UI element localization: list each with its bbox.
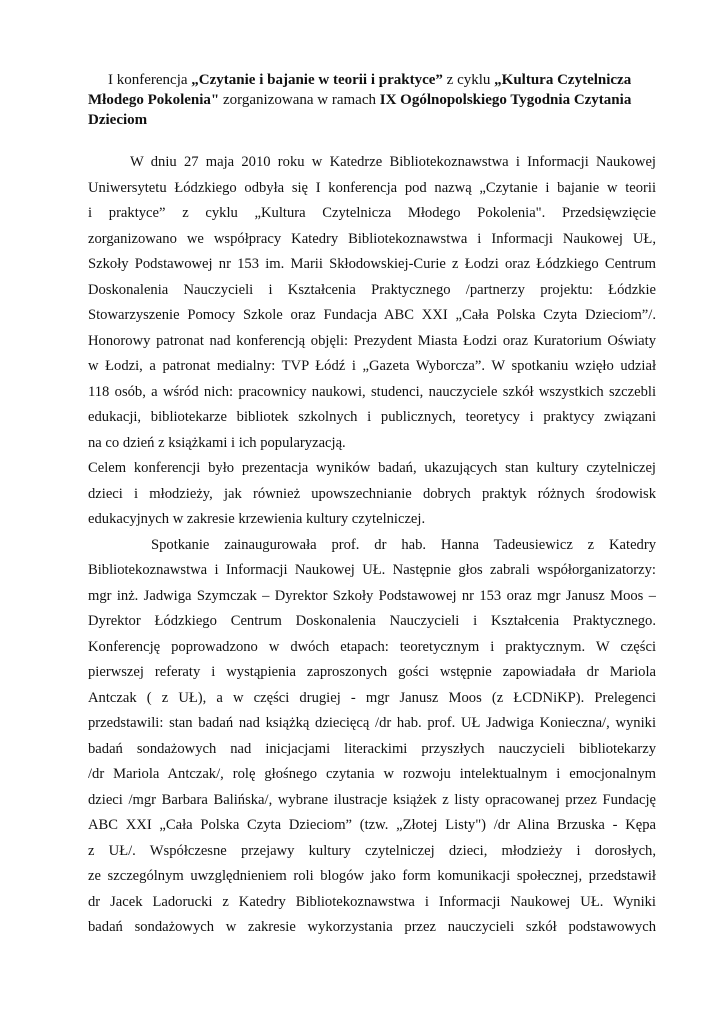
text-line: Doskonalenia Nauczycieli i Kształcenia Praktycznego /partnerzy projektu: Łódzkie [88,281,656,298]
text-line: Honorowy patronat nad konferencją objęli: Prezydent Miasta Łodzi oraz Kuratorium Oświaty [88,332,656,349]
paragraph-2 [88,456,656,533]
text-line: W dniu 27 maja 2010 roku w Katedrze Bibliotekoznawstwa i Informacji Naukowej [130,154,656,170]
text-line: Szkoły Podstawowej nr 153 im. Marii Skłodowskiej-Curie z Łodzi oraz Łódzkiego Centrum [88,256,656,272]
text-line: ze szczególnym uwzględnieniem roli blogów jako form komunikacji społecznej, przedstawił [88,868,656,884]
text-line: Dyrektor Łódzkiego Centrum Doskonalenia Nauczycieli i Kształcenia Praktycznego. [88,613,656,629]
text-line: Konferencję poprowadzono w dwóch etapach: teoretycznym i praktycznym. W części [88,638,656,655]
text-line: dr Jacek Ladorucki z Katedry Bibliotekoznawstwa i Informacji Naukowej UŁ. Wyniki [88,893,656,910]
paragraph-3 [88,533,656,941]
text-line: dzieci /mgr Barbara Balińska/, wybrane ilustracje książek z listy opracowanej przez Fundację [88,791,656,808]
text-line: badań sondażowych w zakresie wykorzystania przez nauczycieli szkół podstawowych [88,919,656,935]
text-line: Uniwersytetu Łódzkiego odbyła się I konferencja pod nazwą „Czytanie i bajanie w teorii [88,179,656,196]
text-line: Celem konferencji było prezentacja wyników badań, ukazujących stan kultury czytelniczej [88,460,656,476]
text-line: Spotkanie zainaugurowała prof. dr hab. Hanna Tadeusiewicz z Katedry [151,536,656,553]
text-line: przedstawili: stan badań nad książką dziecięcą /dr hab. prof. UŁ Jadwiga Konieczna/, wyniki [88,715,656,731]
text-line: pierwszej referaty i wystąpienia zaproszonych gości wstępnie zapowiadała dr Mariola [88,664,656,680]
text-line: edukacji, bibliotekarze bibliotek szkolnych i publicznych, teoretycy i praktycy związani [88,409,656,425]
text-line: na co dzień z książkami i ich popularyzacją. [88,434,346,451]
text-line: edukacyjnych w zakresie krzewienia kultury czytelniczej. [88,511,426,527]
text-line: z UŁ/. Współczesne przejawy kultury czytelniczej dzieci, młodzieży i dorosłych, [88,842,656,859]
paragraph-1 [88,150,656,456]
heading-cycle-name: „Kultura Czytelnicza Młodego Pokolenia" [88,72,632,108]
text-line: Antczak ( z UŁ), a w części drugiej - mgr Janusz Moos (z ŁCDNiKP). Prelegenci [88,689,656,706]
text-line: mgr inż. Jadwiga Szymczak – Dyrektor Szkoły Podstawowej nr 153 oraz mgr Janusz Moos – [88,587,656,604]
text-line: Stowarzyszenie Pomocy Szkole oraz Fundacja ABC XXI „Cała Polska Czyta Dzieciom”/. [88,307,656,323]
heading-prefix: I konferencja [108,72,192,88]
text-line: ABC XXI „Cała Polska Czyta Dzieciom” (tzw. „Złotej Listy") /dr Alina Brzuska - Kępa [88,817,656,833]
heading-cycle-word: z cyklu [442,72,495,88]
text-line: dzieci i młodzieży, jak również upowszechnianie dobrych praktyk różnych środowisk [88,485,656,502]
text-line: i praktyce” z cyklu „Kultura Czytelnicza Młodego Pokolenia". Przedsięwzięcie [88,205,656,221]
text-line: zorganizowano we współpracy Katedry Bibliotekoznawstwa i Informacji Naukowej UŁ, [88,230,656,247]
text-line: w Łodzi, a patronat medialny: TVP Łódź i „Gazeta Wyborcza”. W spotkaniu wzięło udział [88,358,656,374]
text-line: Bibliotekoznawstwa i Informacji Naukowej UŁ. Następnie głos zabrali współorganizatorzy: [88,562,656,578]
text-line: /dr Mariola Antczak/, rolę głośnego czytania w rozwoju intelektualnym i emocjonalnym [88,766,656,782]
document-heading [88,70,648,130]
document-body [88,150,656,941]
text-line: 118 osób, a wśród nich: pracownicy naukowi, studenci, nauczyciele szkół wszystkich szczebli [88,383,656,400]
text-line: badań sondażowych nad inicjacjami literackimi przyszłych nauczycieli bibliotekarzy [88,740,656,757]
heading-organized: zorganizowana w ramach [219,92,380,108]
heading-event-name: IX Ogólnopolskiego Tygodnia Czytania Dzieciom [88,92,632,128]
heading-conference-title: „Czytanie i bajanie w teorii i praktyce” [191,72,443,88]
